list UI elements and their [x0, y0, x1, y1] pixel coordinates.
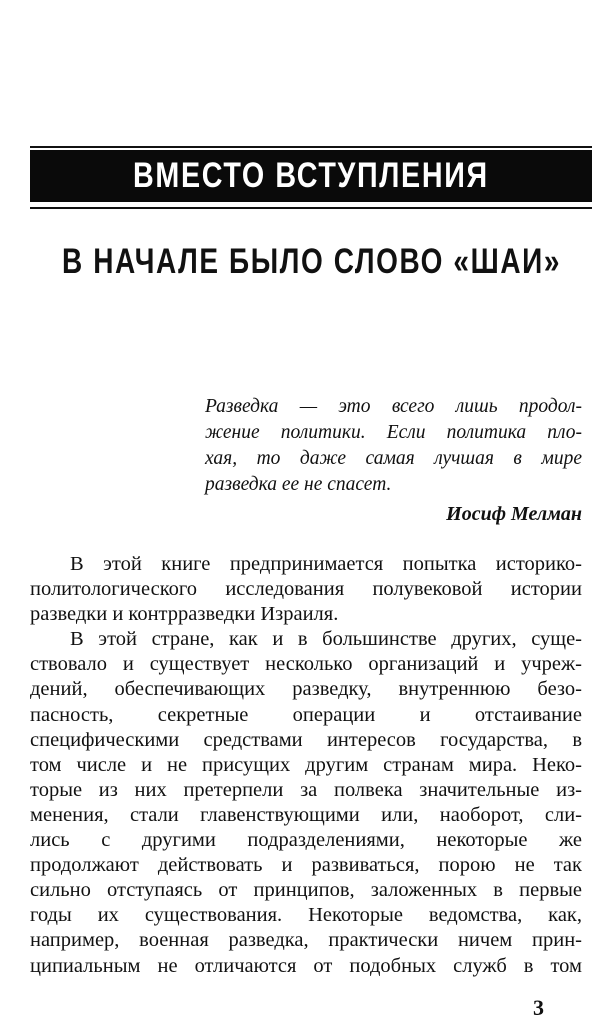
epigraph	[205, 394, 582, 498]
body-line: например, военная разведка, практически ничем прин-	[30, 929, 582, 952]
body-line: том числе и не присущих другим странам мира. Неко-	[30, 753, 582, 776]
banner-top-rule	[30, 146, 592, 148]
page-number: 3	[533, 995, 544, 1020]
body-line: ципиальным не отличаются от подобных служб в том	[30, 954, 582, 977]
body-line: торые из них претерпели за полвека значительные из-	[30, 778, 582, 801]
body-line: лись с другими подразделениями, некоторые же	[30, 829, 582, 852]
epigraph-line: жение политики. Если политика пло-	[205, 422, 582, 443]
section-banner	[30, 150, 592, 202]
body-line: ствовало и существует несколько организаций и учреж-	[30, 653, 582, 676]
epigraph-line: разведка ее не спасет.	[205, 474, 392, 495]
epigraph-line: хая, то даже самая лучшая в мире	[205, 448, 582, 469]
body-line: сильно отступаясь от принципов, заложенных в первые	[30, 879, 582, 902]
banner-bottom-rule	[30, 207, 592, 209]
body-line: пасность, секретные операции и отстаивание	[30, 703, 582, 726]
body-line: менения, стали главенствующими или, наоборот, сли-	[30, 803, 582, 826]
body-line: политологического исследования полувековой истории	[30, 578, 582, 601]
epigraph-author: Иосиф Мелман	[446, 503, 582, 525]
body-text	[30, 552, 582, 979]
section-banner-text: ВМЕСТО ВСТУПЛЕНИЯ	[133, 156, 489, 195]
body-line: В этой стране, как и в большинстве других, суще-	[70, 628, 582, 651]
body-line: специфическими средствами интересов государства, в	[30, 728, 582, 751]
body-line: разведки и контрразведки Израиля.	[30, 603, 339, 626]
epigraph-line: Разведка — это всего лишь продол-	[205, 396, 582, 417]
body-line: годы их существования. Некоторые ведомства, как,	[30, 904, 582, 927]
body-line: продолжают действовать и развиваться, порою не так	[30, 854, 582, 877]
body-line: В этой книге предпринимается попытка историко-	[70, 553, 582, 575]
body-line: дений, обеспечивающих разведку, внутреннюю безо-	[30, 678, 582, 701]
chapter-title: В НАЧАЛЕ БЫЛО СЛОВО «ШАИ»	[62, 242, 562, 281]
